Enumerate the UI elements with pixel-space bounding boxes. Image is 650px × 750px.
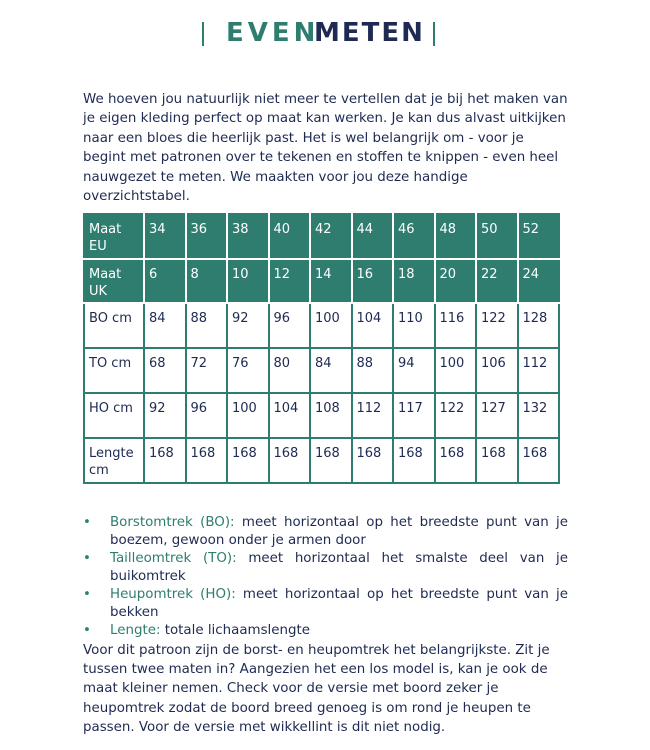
title-divider-left	[202, 22, 204, 46]
table-cell: 92	[227, 303, 269, 348]
table-cell: 132	[518, 393, 560, 438]
row-label: HO cm	[84, 393, 144, 438]
table-cell: 20	[435, 259, 477, 303]
table-cell: 168	[435, 438, 477, 483]
row-label: TO cm	[84, 348, 144, 393]
table-cell: 104	[352, 303, 394, 348]
table-cell: 84	[144, 303, 186, 348]
row-label: Maat UK	[84, 259, 144, 303]
definition-item	[83, 622, 568, 640]
table-cell: 104	[269, 393, 311, 438]
title-part-meten: METEN	[314, 18, 425, 48]
table-cell: 100	[227, 393, 269, 438]
bullet-icon: •	[83, 551, 91, 566]
table-cell: 48	[435, 214, 477, 259]
table-cell: 6	[144, 259, 186, 303]
row-label: Lengte cm	[84, 438, 144, 483]
table-cell: 106	[476, 348, 518, 393]
table-cell: 122	[476, 303, 518, 348]
table-cell: 127	[476, 393, 518, 438]
table-cell: 80	[269, 348, 311, 393]
bullet-icon: •	[83, 623, 91, 638]
table-row	[84, 348, 559, 393]
table-cell: 100	[310, 303, 352, 348]
table-cell: 84	[310, 348, 352, 393]
table-cell: 18	[393, 259, 435, 303]
table-cell: 76	[227, 348, 269, 393]
definition-term: Tailleomtrek (TO):	[110, 551, 237, 566]
definition-text: meet horizontaal op het breedste punt van je boezem, gewoon onder je armen door	[110, 515, 568, 548]
table-cell: 100	[435, 348, 477, 393]
definition-text: totale lichaamslengte	[160, 623, 310, 638]
table-cell: 34	[144, 214, 186, 259]
table-cell: 12	[269, 259, 311, 303]
table-cell: 168	[186, 438, 228, 483]
table-cell: 44	[352, 214, 394, 259]
definition-item	[83, 550, 568, 586]
definition-text: meet horizontaal het smalste deel van je buikomtrek	[110, 551, 568, 584]
definition-term: Lengte:	[110, 623, 161, 638]
table-cell: 96	[186, 393, 228, 438]
table-cell: 122	[435, 393, 477, 438]
table-cell: 117	[393, 393, 435, 438]
table-cell: 108	[310, 393, 352, 438]
title-part-even: EVEN	[226, 18, 320, 48]
table-row	[84, 438, 559, 483]
table-cell: 110	[393, 303, 435, 348]
table-cell: 16	[352, 259, 394, 303]
table-cell: 42	[310, 214, 352, 259]
table-cell: 88	[186, 303, 228, 348]
table-cell: 168	[144, 438, 186, 483]
table-cell: 10	[227, 259, 269, 303]
table-cell: 112	[352, 393, 394, 438]
table-cell: 112	[518, 348, 560, 393]
bullet-icon: •	[83, 587, 91, 602]
table-row	[84, 393, 559, 438]
definition-text: meet horizontaal op het breedste punt van je bekken	[110, 587, 568, 620]
definition-item	[83, 514, 568, 550]
table-cell: 88	[352, 348, 394, 393]
measurement-definitions	[83, 514, 568, 640]
bullet-icon: •	[83, 515, 91, 530]
table-cell: 36	[186, 214, 228, 259]
table-cell: 168	[476, 438, 518, 483]
table-cell: 46	[393, 214, 435, 259]
closing-paragraph: Voor dit patroon zijn de borst- en heupomtrek het belangrijkste. Zit je tussen twee maten in? Aangezien het een los model is, kan je ook de maat kleiner nemen. Check voor de versie met boord zeker je heupomtrek zodat de boord breed genoeg is om rond je heupen te passen. Voor de versie met wikkellint is dit niet nodig.	[83, 643, 550, 735]
table-row	[84, 259, 559, 303]
table-cell: 92	[144, 393, 186, 438]
table-row	[84, 214, 559, 259]
table-cell: 50	[476, 214, 518, 259]
definition-item	[83, 586, 568, 622]
table-cell: 24	[518, 259, 560, 303]
row-label: Maat EU	[84, 214, 144, 259]
table-cell: 116	[435, 303, 477, 348]
table-cell: 168	[352, 438, 394, 483]
table-cell: 38	[227, 214, 269, 259]
definition-term: Borstomtrek (BO):	[110, 515, 235, 530]
table-cell: 168	[518, 438, 560, 483]
table-cell: 22	[476, 259, 518, 303]
table-cell: 68	[144, 348, 186, 393]
table-cell: 52	[518, 214, 560, 259]
title-divider-right	[433, 22, 435, 46]
table-cell: 8	[186, 259, 228, 303]
table-cell: 168	[310, 438, 352, 483]
table-cell: 168	[227, 438, 269, 483]
table-cell: 14	[310, 259, 352, 303]
table-cell: 40	[269, 214, 311, 259]
table-cell: 128	[518, 303, 560, 348]
definition-term: Heupomtrek (HO):	[110, 587, 236, 602]
intro-paragraph: We hoeven jou natuurlijk niet meer te vertellen dat je bij het maken van je eigen kleding perfect op maat kan werken. Je kan dus alvast uitkijken naar een bloes die heerlijk past. Het is wel belangrijk om - voor je begint met patronen over te tekenen en stoffen te knippen - even heel nauwgezet te meten. We maakten voor jou deze handige overzichtstabel.	[83, 92, 568, 205]
table-cell: 94	[393, 348, 435, 393]
row-label: BO cm	[84, 303, 144, 348]
table-cell: 72	[186, 348, 228, 393]
table-cell: 168	[393, 438, 435, 483]
table-row	[84, 303, 559, 348]
size-table	[83, 213, 560, 484]
table-cell: 96	[269, 303, 311, 348]
table-cell: 168	[269, 438, 311, 483]
